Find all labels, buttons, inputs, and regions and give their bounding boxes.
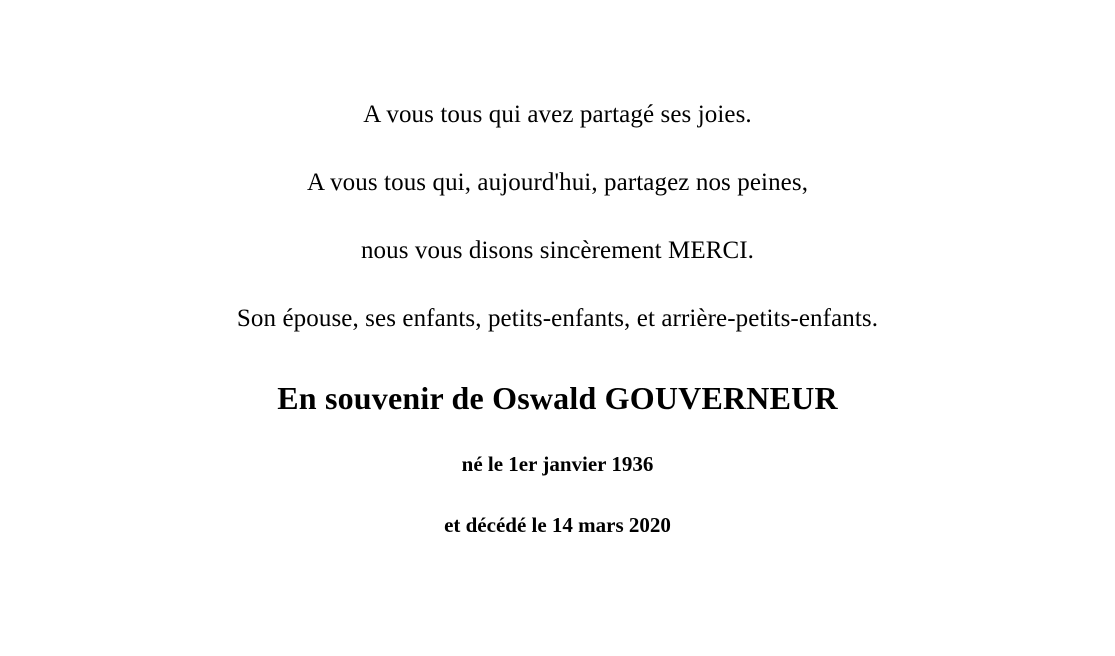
deceased-name-heading: En souvenir de Oswald GOUVERNEUR xyxy=(277,380,838,416)
family-signature-line: Son épouse, ses enfants, petits-enfants, et arrière-petits-enfants. xyxy=(236,305,879,332)
thanks-line-2: A vous tous qui, aujourd'hui, partagez nos peines, xyxy=(306,169,809,196)
thanks-line-3: nous vous disons sincèrement MERCI. xyxy=(360,237,755,264)
birth-date-line: né le 1er janvier 1936 xyxy=(461,452,654,476)
thanks-line-1: A vous tous qui avez partagé ses joies. xyxy=(363,101,752,128)
death-date-line: et décédé le 14 mars 2020 xyxy=(444,513,671,537)
